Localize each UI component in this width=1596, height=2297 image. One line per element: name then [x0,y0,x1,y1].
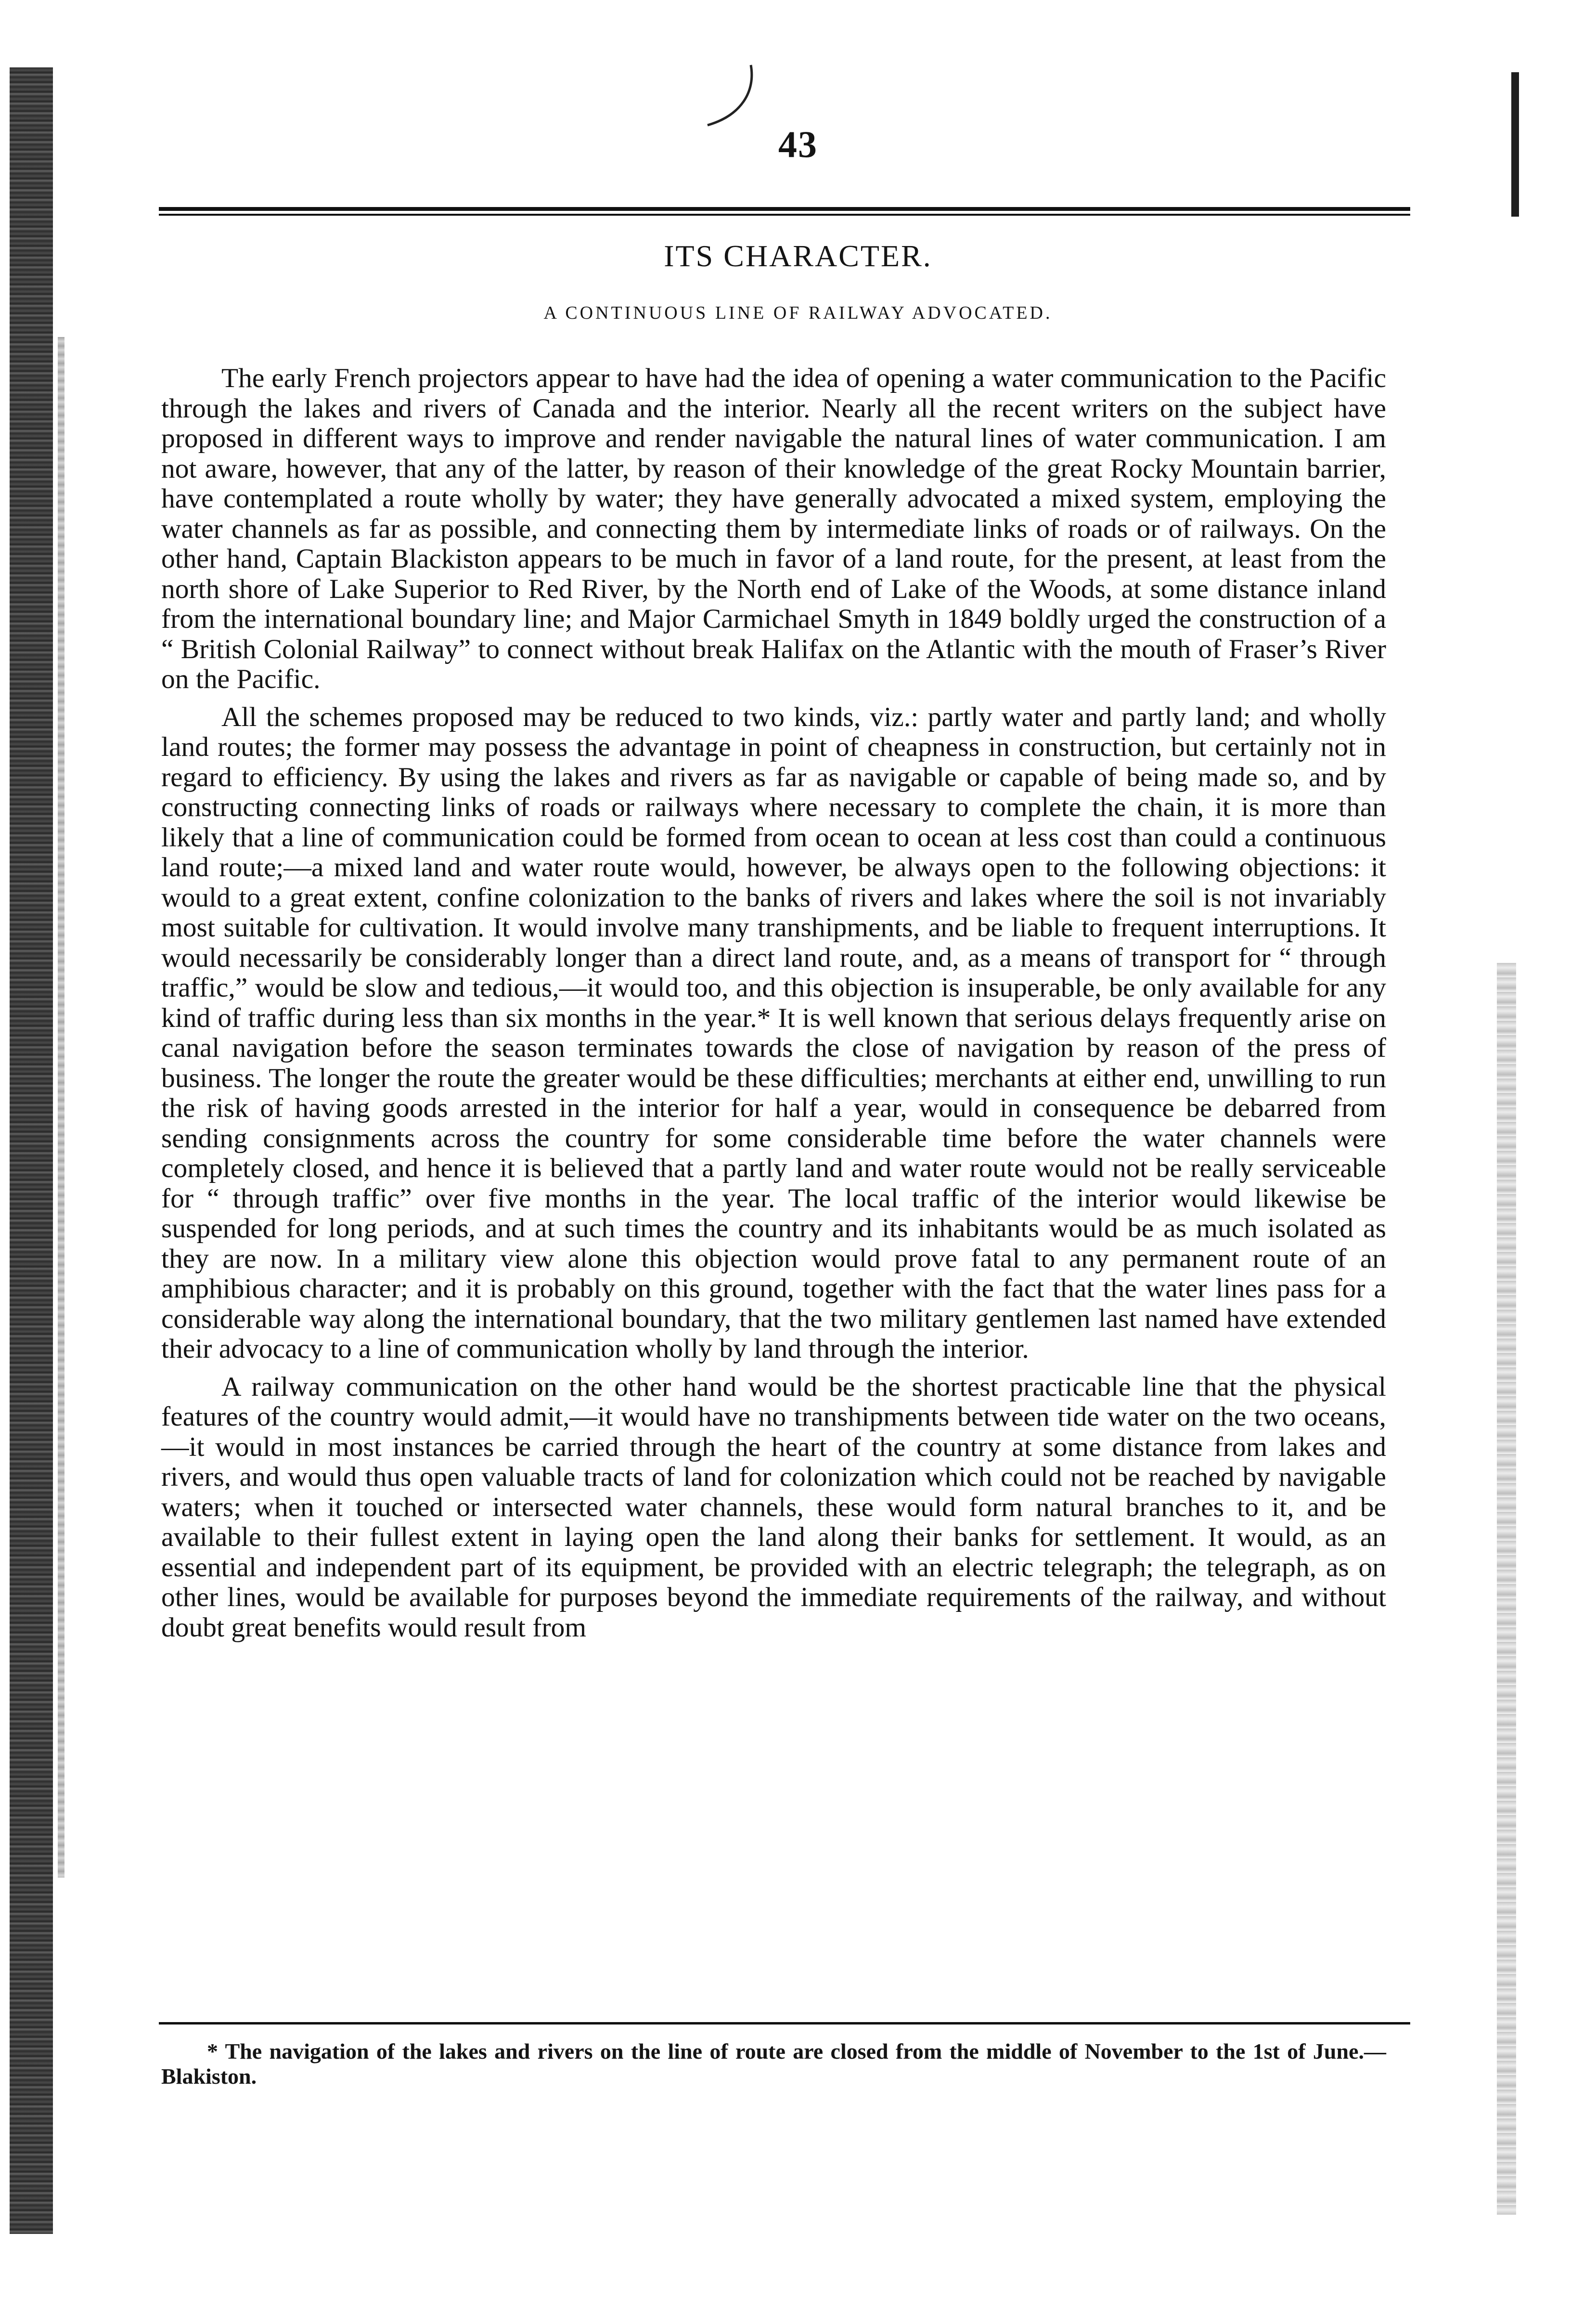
paragraph: All the schemes proposed may be reduced to two kinds, viz.: partly water and partly land; and wholly land routes; the former may possess the advantage in point of cheapness in construction, but certainly not in regard to efficiency. By using the lakes and rivers as far as navigable or capable of being made so, and by constructing connecting links of roads or railways where necessary to complete the chain, it is more than likely that a line of communication could be formed from ocean to ocean at less cost than could a continuous land route;—a mixed land and water route would, however, be always open to the following objections: it would to a great extent, confine colonization to the banks of rivers and lakes where the soil is not invariably most suitable for cultivation. It would involve many transhipments, and be liable to frequent interruptions. It would necessarily be considerably longer than a direct land route, and, as a means of transport for “ through traffic,” would be slow and tedious,—it would too, and this objection is insuperable, be only available for any kind of traffic during less than six months in the year.* It is well known that serious delays frequently arise on canal navigation before the season terminates towards the close of navigation by reason of the press of business. The longer the route the greater would be these difficulties; merchants at either end, unwilling to run the risk of having goods arrested in the interior for half a year, would in consequence be debarred from sending consignments across the country for some considerable time before the water channels were completely closed, and hence it is believed that a partly land and water route would not be really serviceable for “ through traffic” over five months in the year. The local traffic of the interior would likewise be suspended for long periods, and at such times the country and its inhabitants would be as much isolated as they are now. In a military view alone this objection would prove fatal to any permanent route of an amphibious character; and it is probably on this ground, together with the fact that the water lines pass for a considerable way along the international boundary, that the two military gentlemen last named have extended their advocacy to a line of communication wholly by land through the interior. [161,701,1386,1364]
section-subheading: A CONTINUOUS LINE OF RAILWAY ADVOCATED. [543,303,1053,323]
footnote: * The navigation of the lakes and rivers on the line of route are closed from the middle of November to the 1st of June.—Blakiston. [161,2039,1386,2089]
section-heading: ITS CHARACTER. [664,239,932,273]
body-text [161,363,1386,1650]
paragraph: The early French projectors appear to have had the idea of opening a water communication to the Pacific through the lakes and rivers of Canada and the interior. Nearly all the recent writers on the subject have proposed in different ways to improve and render navigable the natural lines of water communication. I am not aware, however, that any of the latter, by reason of their knowledge of the great Rocky Mountain barrier, have contemplated a route wholly by water; they have generally advocated a mixed system, employing the water channels as far as possible, and connecting them by intermediate links of roads or of railways. On the other hand, Captain Blackiston appears to be much in favor of a land route, for the present, at least from the north shore of Lake Superior to Red River, by the North end of Lake of the Woods, at some distance inland from the international boundary line; and Major Carmichael Smyth in 1849 boldly urged the construction of a “ British Colonial Railway” to connect without break Halifax on the Atlantic with the mouth of Fraser’s River on the Pacific. [161,363,1386,694]
header-rule [159,207,1410,216]
footnote-rule [159,2022,1410,2024]
binding-shadow-left [10,67,53,2234]
page-edge-right-noise [1497,963,1516,2215]
page-number: 43 [778,123,818,165]
paragraph: A railway communication on the other hand would be the shortest practicable line that the physical features of the country would admit,—it would have no transhipments between tide water on the two oceans,—it would in most instances be carried through the heart of the country at some distance from lakes and rivers, and would thus open valuable tracts of land for colonization which could not be reached by navigable waters; when it touched or intersected water channels, these would form natural branches to it, and be available to their fullest extent in laying open the land along their banks for settlement. It would, as an essential and independent part of its equipment, be provided with an electric telegraph; the telegraph, as on other lines, would be available for purposes beyond the immediate requirements of the railway, and without doubt great benefits would result from [161,1371,1386,1643]
binding-shadow-left-inner [58,337,64,1878]
